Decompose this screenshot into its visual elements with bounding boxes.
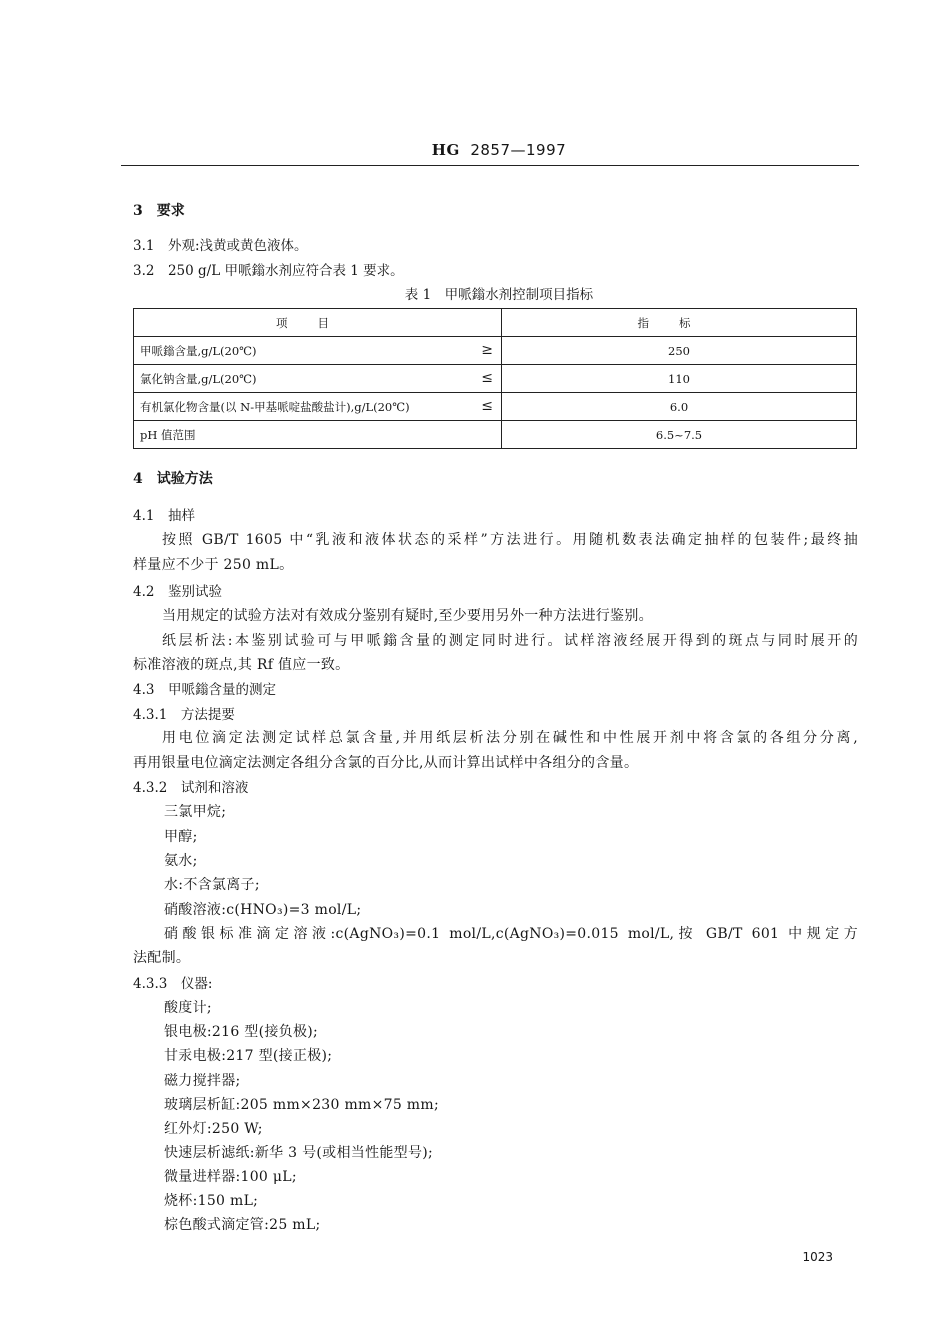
clause-4-1-title: 4.1 抽样 [133,508,195,524]
comparison-symbol: ≤ [481,398,493,414]
clause-4-3-3-title: 4.3.3 仪器: [133,976,213,992]
reagent-item: 三氯甲烷; [164,804,227,820]
clause-3-2: 3.2 250 g/L 甲哌鎓水剂应符合表 1 要求。 [133,263,404,279]
table-header-item: 项目 [134,309,502,337]
clause-4-2-title: 4.2 鉴别试验 [133,584,222,600]
table-cell-item: pH 值范围 [134,421,502,449]
table-cell-value: 6.5~7.5 [502,421,857,449]
table-row [134,365,857,393]
standard-code [0,141,950,159]
standard-number: 2857—1997 [470,141,567,159]
clause-4-3-1-text: 用电位滴定法测定试样总氯含量,并用纸层析法分别在碱性和中性展开剂中将含氯的各组分分离, [162,730,858,746]
table-cell-value: 250 [502,337,857,365]
reagent-item-silver-nitrate: 硝酸银标准滴定溶液:c(AgNO₃)=0.1 mol/L,c(AgNO₃)=0.015 mol/L,按 GB/T 601 中规定方 [164,926,858,942]
section-4-title: 4 试验方法 [133,471,213,487]
table-cell-item: 氯化钠含量,g/L(20℃) ≤ [134,365,502,393]
clause-4-3-2-title: 4.3.2 试剂和溶液 [133,780,249,796]
clause-4-2-text: 当用规定的试验方法对有效成分鉴别有疑时,至少要用另外一种方法进行鉴别。 [162,608,653,624]
clause-4-1-text-cont: 样量应不少于 250 mL。 [133,557,294,573]
header-rule [121,165,859,166]
table-cell-value: 6.0 [502,393,857,421]
apparatus-item: 微量进样器:100 μL; [164,1169,297,1185]
table-row [134,337,857,365]
table-header-row [134,309,857,337]
table-row [134,421,857,449]
clause-4-3-1-text-2: 再用银量电位滴定法测定各组分含氯的百分比,从而计算出试样中各组分的含量。 [133,755,639,771]
reagent-item-cont: 法配制。 [133,950,191,966]
reagent-item: 水:不含氯离子; [164,877,260,893]
clause-4-1-text: 按照 GB/T 1605 中“乳液和液体状态的采样”方法进行。用随机数表法确定抽样的包装件;最终抽 [162,532,858,548]
apparatus-item: 玻璃层析缸:205 mm×230 mm×75 mm; [164,1097,439,1113]
apparatus-item: 银电极:216 型(接负极); [164,1024,319,1040]
clause-3-1: 3.1 外观:浅黄或黄色液体。 [133,238,308,254]
apparatus-item: 烧杯:150 mL; [164,1193,259,1209]
table-cell-item: 有机氯化物含量(以 N-甲基哌啶盐酸盐计),g/L(20℃) ≤ [134,393,502,421]
reagent-item: 硝酸溶液:c(HNO₃)=3 mol/L; [164,902,362,918]
standard-prefix: HG [431,141,460,159]
comparison-symbol: ≥ [481,342,493,358]
reagent-item: 氨水; [164,853,198,869]
page-number: 1023 [802,1250,833,1264]
spec-table [133,308,857,449]
section-3-title: 3 要求 [133,203,185,219]
apparatus-item: 快速层析滤纸:新华 3 号(或相当性能型号); [164,1145,434,1161]
table-row [134,393,857,421]
apparatus-item: 磁力搅拌器; [164,1073,241,1089]
clause-4-2-text-2: 纸层析法:本鉴别试验可与甲哌鎓含量的测定同时进行。试样溶液经展开得到的斑点与同时展开的 [162,633,858,649]
table-cell-item: 甲哌鎓含量,g/L(20℃) ≥ [134,337,502,365]
clause-4-2-text-3: 标准溶液的斑点,其 Rf 值应一致。 [133,657,350,673]
apparatus-item: 酸度计; [164,1000,212,1016]
apparatus-item: 棕色酸式滴定管:25 mL; [164,1217,321,1233]
table-caption: 表 1 甲哌鎓水剂控制项目指标 [404,287,594,303]
clause-4-3-title: 4.3 甲哌鎓含量的测定 [133,682,276,698]
reagent-item: 甲醇; [164,829,198,845]
table-header-value: 指标 [502,309,857,337]
apparatus-item: 红外灯:250 W; [164,1121,263,1137]
table-cell-value: 110 [502,365,857,393]
apparatus-item: 甘汞电极:217 型(接正极); [164,1048,333,1064]
comparison-symbol: ≤ [481,370,493,386]
clause-4-3-1-title: 4.3.1 方法提要 [133,707,235,723]
